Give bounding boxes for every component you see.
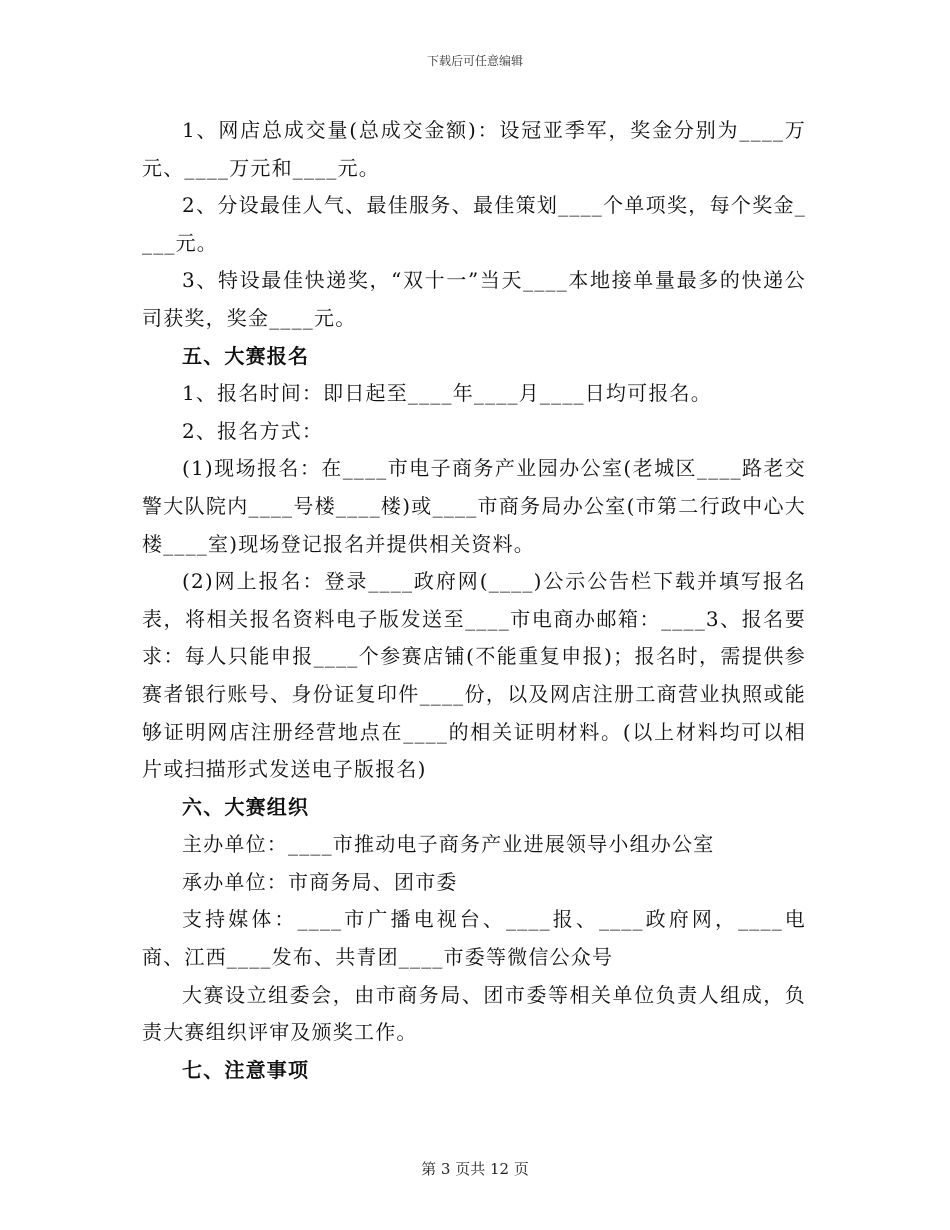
page-footer: 第 3 页共 12 页 [421, 1160, 529, 1178]
paragraph: 3、特设最佳快递奖，“双十一”当天____本地接单量最多的快递公司获奖，奖金____元。 [142, 268, 806, 330]
paragraph: 1、报名时间：即日起至____年____月____日均可报名。 [182, 381, 712, 406]
paragraph: 2、分设最佳人气、最佳服务、最佳策划____个单项奖，每个奖金____元。 [142, 193, 806, 255]
page-header: 下载后可任意编辑 [426, 54, 523, 68]
document-body [142, 112, 806, 1089]
paragraph: (1)现场报名：在____市电子商务产业园办公室(老城区____路老交警大队院内____号楼____楼)或____市商务局办公室(市第二行政中心大楼____室)现场登记报名并提供相关资料。 [142, 456, 806, 556]
paragraph: 承办单位：市商务局、团市委 [182, 869, 458, 894]
paragraph: 2、报名方式： [182, 418, 324, 443]
section-heading: 七、注意事项 [182, 1057, 310, 1082]
section-heading: 五、大赛报名 [182, 343, 310, 368]
paragraph: 大赛设立组委会，由市商务局、团市委等相关单位负责人组成，负责大赛组织评审及颁奖工作。 [142, 982, 806, 1045]
paragraph: 主办单位：____市推动电子商务产业进展领导小组办公室 [182, 832, 715, 857]
paragraph: (2)网上报名：登录____政府网(____)公示公告栏下载并填写报名表，将相关报名资料电子版发送至____市电商办邮箱：____3、报名要求：每人只能申报____个参赛店铺(不能重复申报)；报名时，需提供参赛者银行账号、身份证复印件____份，以及网店注册工商营业执照或能够证明网店注册经营地点在____的相关证明材料。(以上材料均可以相片或扫描形式发送电子版报名) [142, 569, 806, 782]
section-heading: 六、大赛组织 [182, 794, 310, 819]
paragraph: 1、网店总成交量(总成交金额)：设冠亚季军，奖金分别为____万元、____万元和____元。 [142, 118, 806, 180]
paragraph: 支持媒体：____市广播电视台、____报、____政府网，____电商、江西____发布、共青团____市委等微信公众号 [142, 907, 806, 970]
